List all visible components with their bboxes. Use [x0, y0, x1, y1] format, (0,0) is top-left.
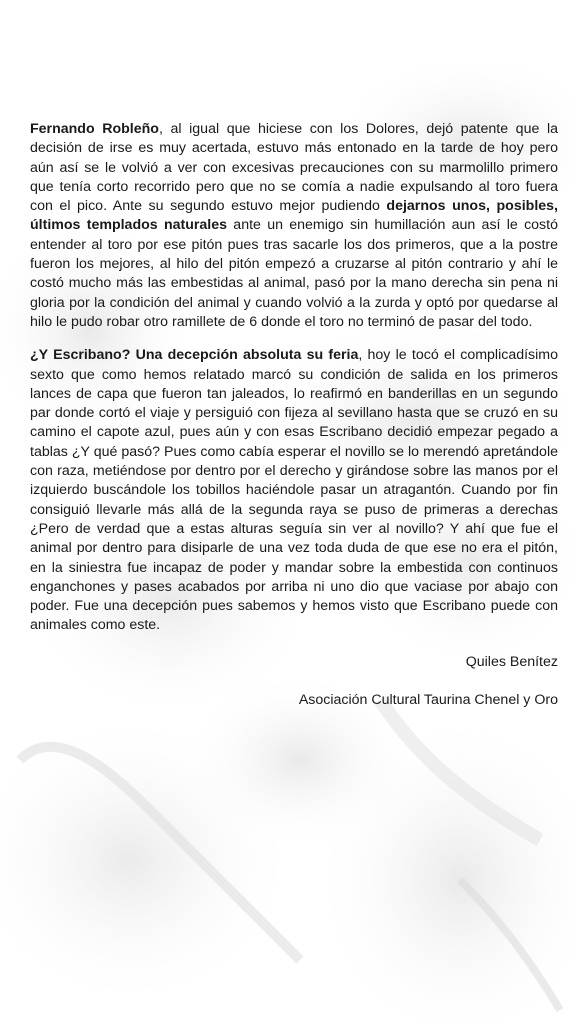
- author-signature: Quiles Benítez: [465, 653, 558, 670]
- paragraph-robleno: [30, 120, 558, 332]
- bold-highlight-naturales: dejarnos unos, posibles, últimos templados naturales: [30, 198, 558, 234]
- article-body: [30, 120, 558, 708]
- bold-lead-robleno: Fernando Robleño: [30, 121, 159, 137]
- author-organization: Asociación Cultural Taurina Chenel y Oro: [298, 691, 558, 708]
- paragraph-escribano: [30, 346, 558, 635]
- paragraph-text: , al igual que hiciese con los Dolores, dejó patente que la decisión de irse es muy acertada, estuvo más entonado en la tarde de hoy pero aún así se le volvió a ver con excesivas precauciones con su marmolillo primero que tenía corto recorrido pero que no se comía a nadie expulsando al toro fuera con el pico. Ante su segundo estuvo mejor pudiendo: [30, 121, 558, 215]
- paragraph-text: , hoy le tocó el complicadísimo sexto que como hemos relatado marcó su condición de salida en los primeros lances de capa que fueron tan jaleados, lo reafirmó en banderillas en un segundo par donde cortó el viaje y persiguió con fijeza al sevillano hasta que se cruzó en su camino el capote azul, pues aún y con esas Escribano decidió empezar pegado a tablas ¿Y qué pasó? Pues como cabía esperar el novillo se lo merendó apretándole con raza, metiéndose por dentro por el derecho y girándose sobre las manos por el izquierdo buscándole los tobillos haciéndole pasar un atragantón. Cuando por fin consiguió llevarle más allá de la segunda raya se puso de primeras a derechas ¿Pero de verdad que a estas alturas seguía sin ver al novillo? Y ahí que fue el animal por dentro para disiparle de una vez toda duda de que ese no era el pitón, en la siniestra fue incapaz de poder y mandar sobre la embestida con continuos enganchones y pases acabados por arriba ni uno dio que vaciase por abajo con poder. Fue una decepción pues sabemos y hemos visto que Escribano puede con animales como este.: [30, 347, 558, 634]
- bold-lead-escribano: ¿Y Escribano? Una decepción absoluta su feria: [30, 347, 359, 364]
- paragraph-text: ante un enemigo sin humillación aun así le costó entender al toro por ese pitón pues tras sacarle los dos primeros, que a la postre fueron los mejores, al hilo del pitón empezó a cruzarse al pitón contrario y ahí le costó mucho más las embestidas al animal, pasó por la mano derecha sin pena ni gloria por la condición del animal y cuando volvió a la zurda y optó por quedarse al hilo le pudo robar otro ramillete de 6 donde el toro no terminó de pasar del todo.: [30, 217, 558, 330]
